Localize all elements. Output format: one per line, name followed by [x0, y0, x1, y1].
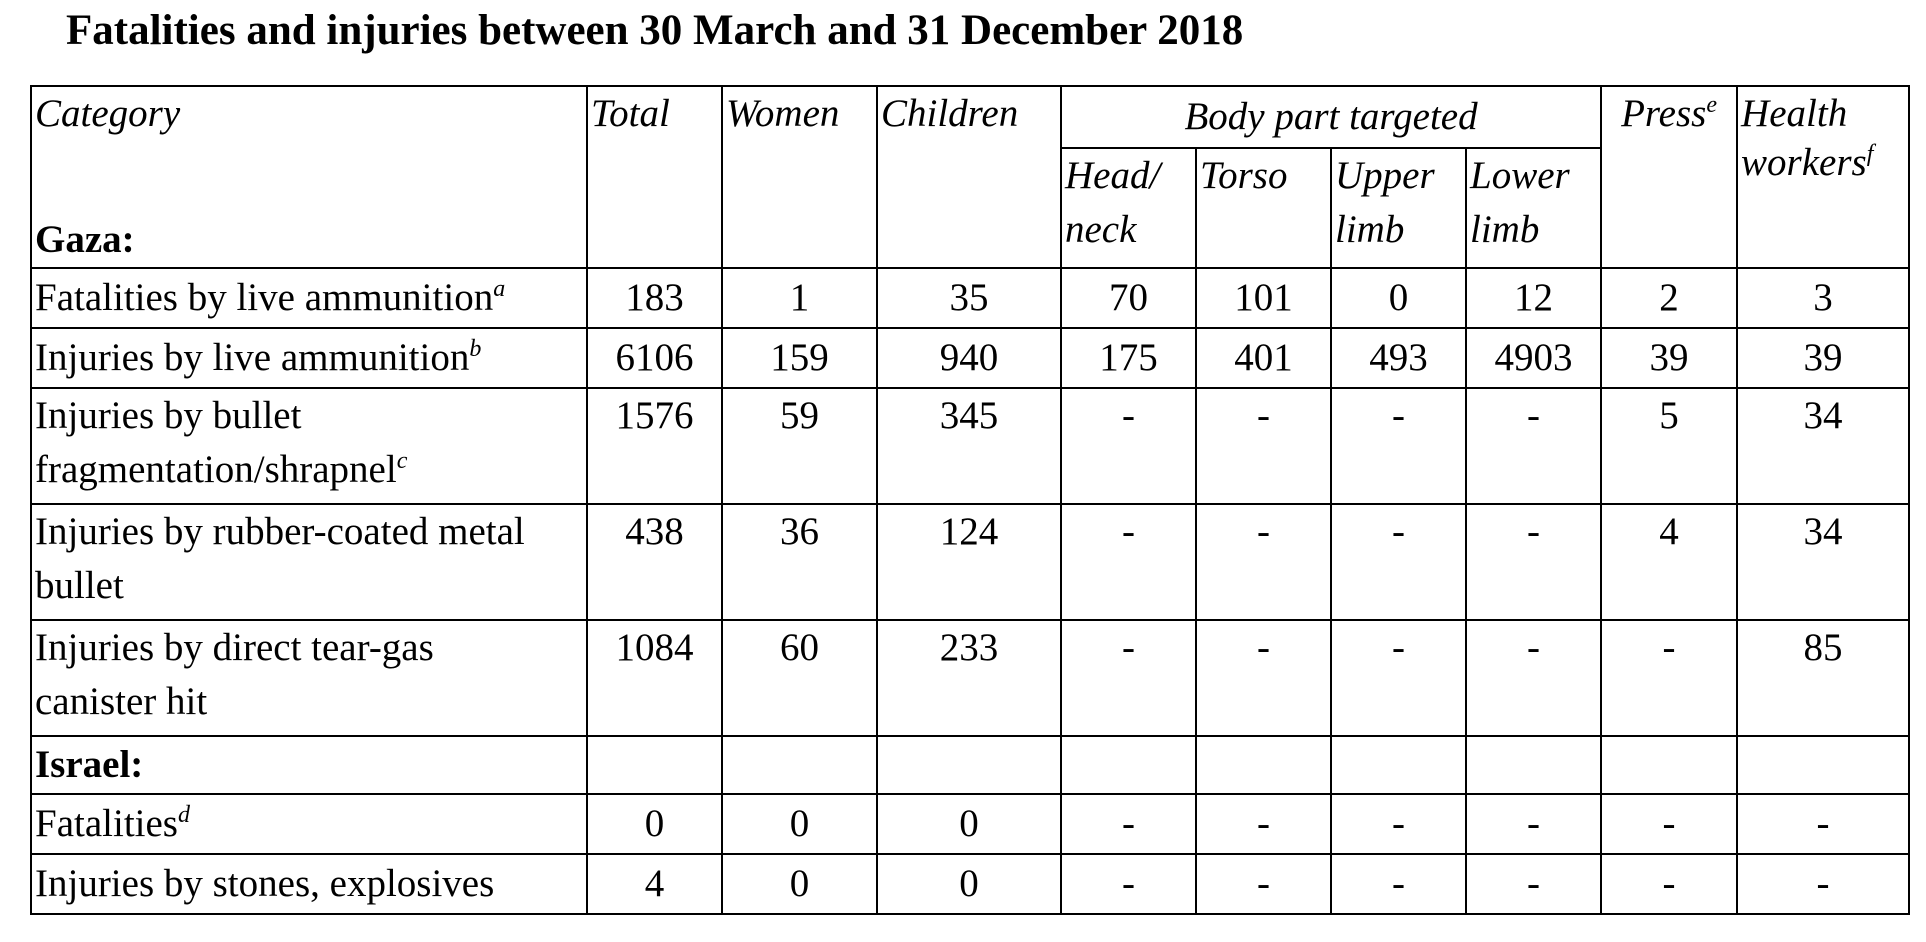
women-cell: 0 — [722, 794, 877, 854]
head-neck-cell: - — [1061, 854, 1196, 914]
row-label-text: Injuries by live ammunition — [35, 336, 470, 379]
women-cell: 1 — [722, 268, 877, 328]
press-header — [1601, 86, 1737, 268]
health-workers-cell: 34 — [1737, 388, 1909, 504]
total-cell: 183 — [587, 268, 722, 328]
children-cell: 0 — [877, 794, 1061, 854]
row-footnote: a — [493, 276, 506, 302]
torso-cell: - — [1196, 504, 1331, 620]
table-row — [31, 620, 1909, 736]
upper-limb-cell: 493 — [1331, 328, 1466, 388]
head-neck-cell: 70 — [1061, 268, 1196, 328]
body-part-group-header: Body part targeted — [1061, 86, 1601, 148]
head-neck-cell: - — [1061, 504, 1196, 620]
press-cell: - — [1601, 620, 1737, 736]
row-label — [31, 794, 587, 854]
row-label-line-2: bullet — [35, 564, 124, 607]
row-label-line-2: fragmentation/shrapnel — [35, 448, 397, 491]
lower-limb-cell: 4903 — [1466, 328, 1601, 388]
row-label-line-1: Injuries by bullet — [35, 394, 302, 437]
lower-limb-cell: - — [1466, 794, 1601, 854]
total-cell: 6106 — [587, 328, 722, 388]
health-workers-header — [1737, 86, 1909, 268]
row-label — [31, 328, 587, 388]
row-footnote: c — [396, 448, 408, 474]
empty-cell — [1196, 736, 1331, 794]
women-cell: 159 — [722, 328, 877, 388]
press-cell: 39 — [1601, 328, 1737, 388]
table-row — [31, 504, 1909, 620]
upper-limb-cell: - — [1331, 620, 1466, 736]
table-row — [31, 854, 1909, 914]
empty-cell — [877, 736, 1061, 794]
press-cell: 2 — [1601, 268, 1737, 328]
upper-limb-label-1: Upper — [1335, 154, 1435, 197]
health-workers-cell: 85 — [1737, 620, 1909, 736]
health-workers-cell: 39 — [1737, 328, 1909, 388]
children-cell: 233 — [877, 620, 1061, 736]
israel-section-label: Israel: — [31, 736, 587, 794]
row-label-text: Fatalities by live ammunition — [35, 276, 494, 319]
table-row — [31, 388, 1909, 504]
health-workers-label-2-wrap — [1741, 141, 1905, 185]
health-workers-cell: - — [1737, 794, 1909, 854]
children-cell: 35 — [877, 268, 1061, 328]
head-neck-header — [1061, 148, 1196, 268]
row-label — [31, 388, 587, 504]
women-header: Women — [722, 86, 877, 268]
row-label — [31, 620, 587, 736]
upper-limb-cell: - — [1331, 388, 1466, 504]
total-cell: 438 — [587, 504, 722, 620]
women-cell: 59 — [722, 388, 877, 504]
torso-header — [1196, 148, 1331, 268]
torso-cell: 101 — [1196, 268, 1331, 328]
children-cell: 0 — [877, 854, 1061, 914]
empty-cell — [1737, 736, 1909, 794]
upper-limb-label-2: limb — [1335, 208, 1405, 251]
children-cell: 345 — [877, 388, 1061, 504]
row-label-line-2: canister hit — [35, 680, 208, 723]
row-label-line-1: Injuries by direct tear-gas — [35, 626, 434, 669]
press-cell: - — [1601, 794, 1737, 854]
empty-cell — [1601, 736, 1737, 794]
head-neck-label-1: Head/ — [1065, 154, 1161, 197]
row-label — [31, 268, 587, 328]
row-label-line-1: Injuries by rubber-coated metal — [35, 510, 525, 553]
press-cell: 4 — [1601, 504, 1737, 620]
torso-cell: - — [1196, 388, 1331, 504]
lower-limb-cell: - — [1466, 620, 1601, 736]
head-neck-cell: - — [1061, 620, 1196, 736]
head-neck-cell: 175 — [1061, 328, 1196, 388]
upper-limb-cell: - — [1331, 854, 1466, 914]
head-neck-cell: - — [1061, 388, 1196, 504]
lower-limb-cell: - — [1466, 854, 1601, 914]
women-cell: 36 — [722, 504, 877, 620]
empty-cell — [1061, 736, 1196, 794]
women-cell: 0 — [722, 854, 877, 914]
torso-cell: - — [1196, 794, 1331, 854]
women-cell: 60 — [722, 620, 877, 736]
header-row — [31, 86, 1909, 148]
press-footnote: e — [1706, 92, 1717, 118]
children-cell: 124 — [877, 504, 1061, 620]
health-workers-cell: 34 — [1737, 504, 1909, 620]
gaza-section-label: Gaza: — [35, 218, 135, 261]
table-row — [31, 268, 1909, 328]
row-label — [31, 504, 587, 620]
upper-limb-cell: 0 — [1331, 268, 1466, 328]
torso-cell: - — [1196, 620, 1331, 736]
press-label: Press — [1621, 92, 1707, 135]
lower-limb-cell: 12 — [1466, 268, 1601, 328]
row-label-text: Injuries by stones, explosives — [35, 862, 495, 905]
health-workers-cell: - — [1737, 854, 1909, 914]
total-header: Total — [587, 86, 722, 268]
press-cell: - — [1601, 854, 1737, 914]
upper-limb-cell: - — [1331, 504, 1466, 620]
head-neck-label-2: neck — [1065, 208, 1137, 251]
torso-cell: - — [1196, 854, 1331, 914]
lower-limb-cell: - — [1466, 504, 1601, 620]
category-label: Category — [35, 92, 181, 135]
torso-label: Torso — [1200, 154, 1288, 197]
total-cell: 1576 — [587, 388, 722, 504]
health-workers-label-1: Health — [1741, 92, 1848, 135]
category-header — [31, 86, 587, 268]
upper-limb-header — [1331, 148, 1466, 268]
empty-cell — [1331, 736, 1466, 794]
table-row — [31, 328, 1909, 388]
section-row — [31, 736, 1909, 794]
empty-cell — [587, 736, 722, 794]
row-footnote: d — [177, 802, 190, 828]
total-cell: 0 — [587, 794, 722, 854]
lower-limb-label-2: limb — [1470, 208, 1540, 251]
row-footnote: b — [469, 336, 482, 362]
children-header: Children — [877, 86, 1061, 268]
total-cell: 1084 — [587, 620, 722, 736]
press-cell: 5 — [1601, 388, 1737, 504]
torso-cell: 401 — [1196, 328, 1331, 388]
total-cell: 4 — [587, 854, 722, 914]
lower-limb-label-1: Lower — [1470, 154, 1570, 197]
table-row — [31, 794, 1909, 854]
row-label-text: Fatalities — [35, 802, 178, 845]
upper-limb-cell: - — [1331, 794, 1466, 854]
row-label — [31, 854, 587, 914]
children-cell: 940 — [877, 328, 1061, 388]
table-title: Fatalities and injuries between 30 March and 31 December 2018 — [66, 7, 1244, 54]
empty-cell — [1466, 736, 1601, 794]
health-workers-cell: 3 — [1737, 268, 1909, 328]
lower-limb-header — [1466, 148, 1601, 268]
head-neck-cell: - — [1061, 794, 1196, 854]
health-workers-label-2: workers — [1741, 141, 1867, 184]
fatalities-injuries-table — [30, 85, 1910, 915]
lower-limb-cell: - — [1466, 388, 1601, 504]
health-workers-footnote: f — [1866, 141, 1874, 167]
empty-cell — [722, 736, 877, 794]
